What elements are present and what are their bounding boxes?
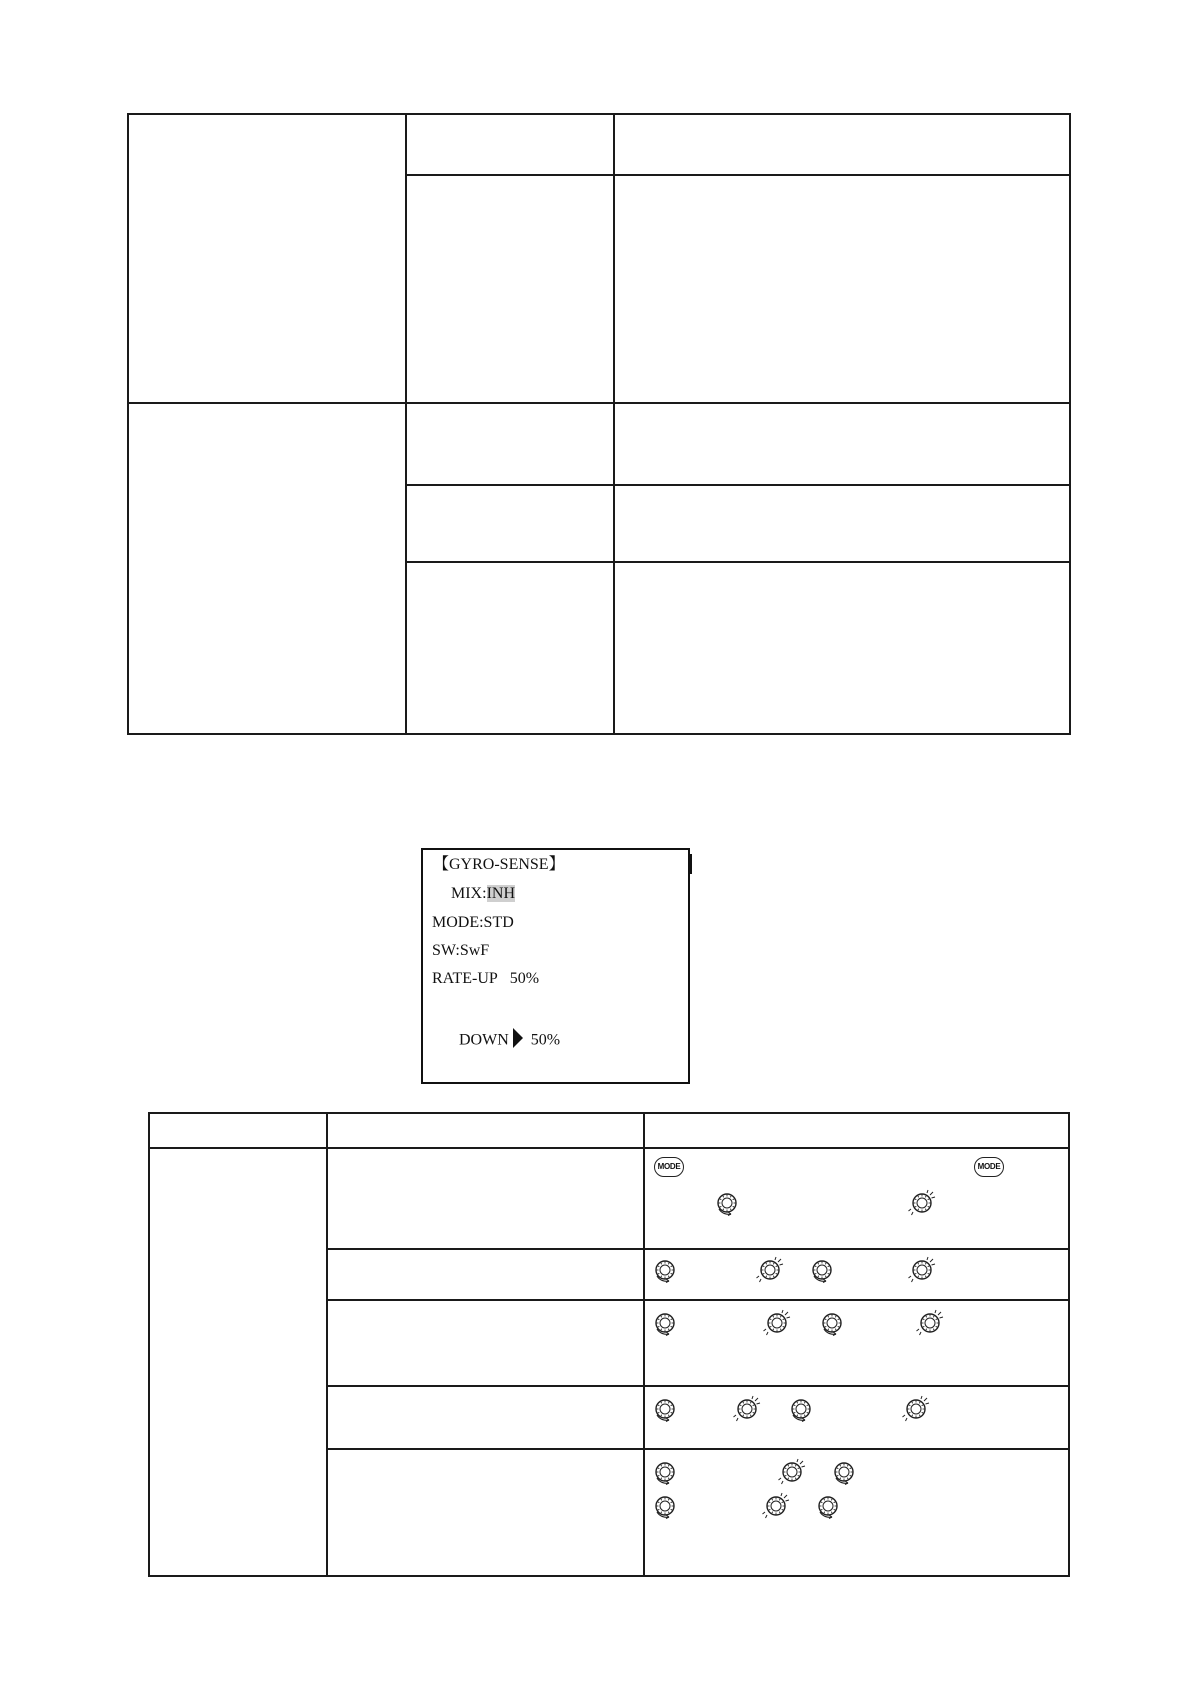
mix-label: MIX: [451, 885, 487, 902]
dial-turn-icon [908, 1189, 936, 1217]
rate-up-value[interactable]: 50% [509, 970, 540, 987]
dial-press-icon [651, 1458, 679, 1486]
mode-setting[interactable]: MODE:STD [432, 914, 514, 931]
dial-press-icon [787, 1395, 815, 1423]
mode-button-icon: MODE [654, 1157, 684, 1177]
rate-down-value[interactable]: 50% [530, 1031, 561, 1049]
dial-press-icon [818, 1309, 846, 1337]
dial-press-icon [651, 1256, 679, 1284]
switch-setting[interactable]: SW:SwF [432, 942, 490, 959]
dial-turn-icon [778, 1458, 806, 1486]
dial-turn-icon [916, 1309, 944, 1337]
rate-up-setting[interactable] [432, 970, 539, 988]
mix-value[interactable]: INH [486, 885, 515, 902]
mode-button-icon: MODE [974, 1157, 1004, 1177]
dial-press-icon [808, 1256, 836, 1284]
dial-turn-icon [733, 1395, 761, 1423]
dial-press-icon [651, 1492, 679, 1520]
dial-turn-icon [763, 1309, 791, 1337]
rate-down-label: DOWN [459, 1031, 509, 1049]
dial-turn-icon [762, 1492, 790, 1520]
dial-press-icon [814, 1492, 842, 1520]
screen-title: 【GYRO-SENSE】 [433, 856, 565, 873]
gyro-sense-screen [421, 848, 690, 1084]
dial-turn-icon [756, 1256, 784, 1284]
cursor-arrow-icon [513, 1028, 523, 1048]
dial-turn-icon [908, 1256, 936, 1284]
screen-edge-mark [689, 854, 692, 874]
rate-down-setting[interactable] [459, 1031, 560, 1051]
mix-setting[interactable] [451, 885, 515, 903]
dial-turn-icon [902, 1395, 930, 1423]
dial-press-icon [713, 1189, 741, 1217]
dial-press-icon [651, 1395, 679, 1423]
dial-press-icon [651, 1309, 679, 1337]
dial-press-icon [830, 1458, 858, 1486]
rate-up-label: RATE-UP [432, 970, 498, 987]
